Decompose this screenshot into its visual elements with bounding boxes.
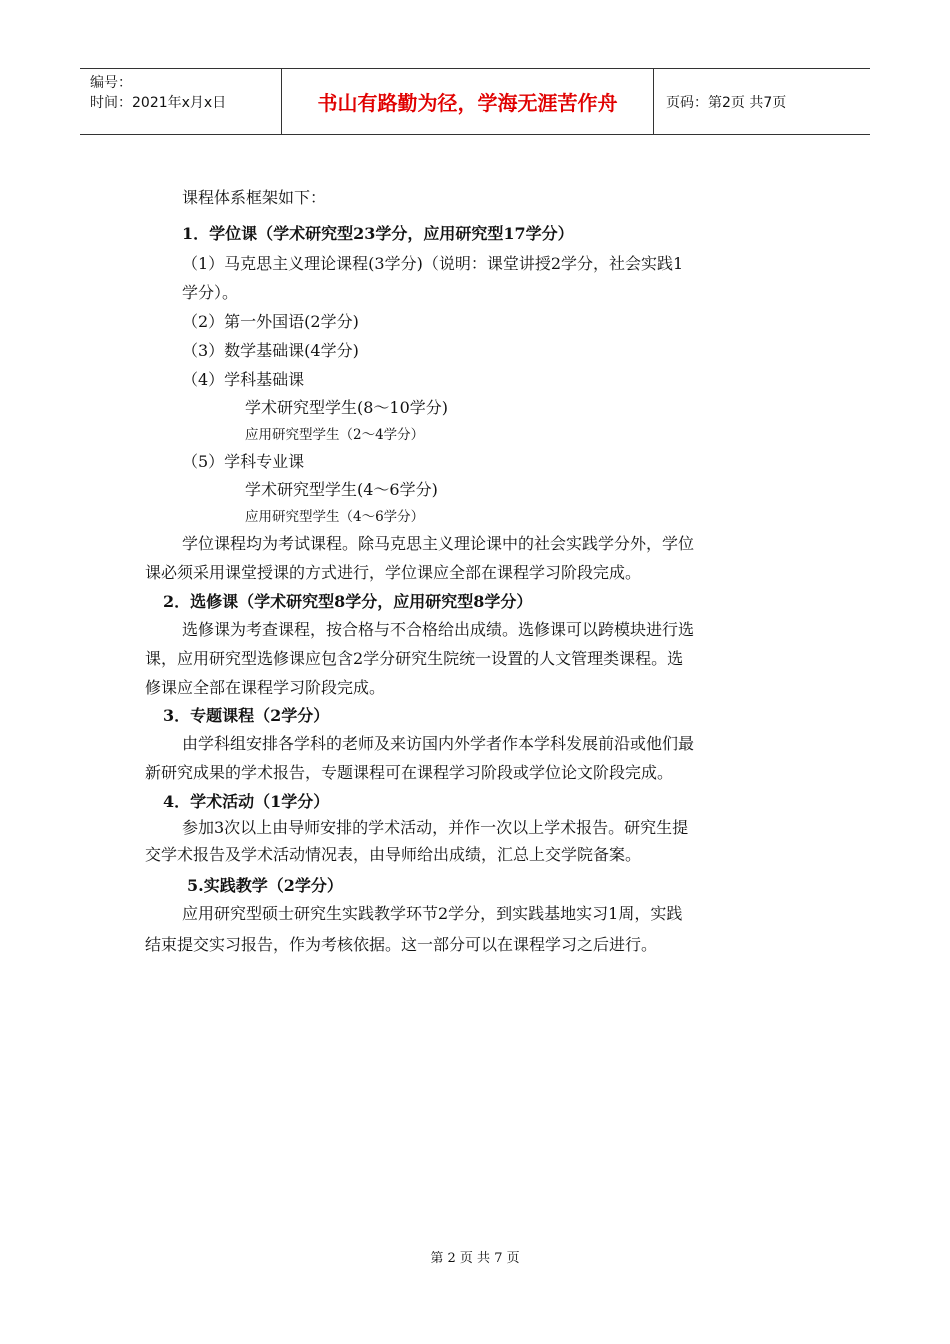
time-label: 时间：2021年x月x日 [90,95,227,111]
section-1-item-5: （5）学科专业课 [182,452,305,471]
section-1-paragraph-line-2: 课必须采用课堂授课的方式进行，学位课应全部在课程学习阶段完成。 [145,563,642,582]
section-2-title: 2．选修课（学术研究型8学分，应用研究型8学分） [163,592,533,611]
page-footer: 第 2 页 共 7 页 [430,1251,520,1266]
section-1-item-4: （4）学科基础课 [182,370,305,389]
section-2-paragraph-line-1: 选修课为考查课程，按合格与不合格给出成绩。选修课可以跨模块进行选 [182,620,695,639]
section-1-paragraph-line-1: 学位课程均为考试课程。除马克思主义理论课中的社会实践学分外，学位 [182,534,695,553]
section-1-item-3: （3）数学基础课(4学分) [182,341,359,360]
header-motto: 书山有路勤为径，学海无涯苦作舟 [282,69,654,134]
section-1-item-4-applied: 应用研究型学生（2～4学分） [245,427,425,443]
section-1-item-5-applied: 应用研究型学生（4～6学分） [245,509,425,525]
header-meta [80,69,282,134]
intro-text: 课程体系框架如下： [182,188,327,207]
header-page-label: 页码：第2页 共7页 [666,94,787,111]
section-4-paragraph-line-1: 参加3次以上由导师安排的学术活动，并作一次以上学术报告。研究生提 [182,818,689,837]
section-3-paragraph-line-2: 新研究成果的学术报告，专题课程可在课程学习阶段或学位论文阶段完成。 [145,763,674,782]
section-4-title: 4．学术活动（1学分） [163,792,330,811]
section-1-item-4-academic: 学术研究型学生(8～10学分) [245,398,449,417]
section-5-paragraph-line-1: 应用研究型硕士研究生实践教学环节2学分，到实践基地实习1周，实践 [182,904,683,923]
section-5-title: 5.实践教学（2学分） [187,876,343,895]
section-2-paragraph-line-3: 修课应全部在课程学习阶段完成。 [145,678,386,697]
serial-label: 编号： [90,75,132,91]
section-2-paragraph-line-2: 课，应用研究型选修课应包含2学分研究生院统一设置的人文管理类课程。选 [145,649,684,668]
page-header [80,68,870,135]
section-1-item-1-line-1: （1）马克思主义理论课程(3学分)（说明：课堂讲授2学分，社会实践1 [182,254,684,273]
section-3-paragraph-line-1: 由学科组安排各学科的老师及来访国内外学者作本学科发展前沿或他们最 [182,734,695,753]
section-1-item-5-academic: 学术研究型学生(4～6学分) [245,480,438,499]
section-1-item-2: （2）第一外国语(2学分) [182,312,359,331]
section-4-paragraph-line-2: 交学术报告及学术活动情况表，由导师给出成绩，汇总上交学院备案。 [145,845,642,864]
section-1-title: 1．学位课（学术研究型23学分，应用研究型17学分） [182,224,574,243]
section-3-title: 3．专题课程（2学分） [163,706,330,725]
section-1-item-1-line-2: 学分）。 [182,283,239,302]
section-5-paragraph-line-2: 结束提交实习报告，作为考核依据。这一部分可以在课程学习之后进行。 [145,935,658,954]
